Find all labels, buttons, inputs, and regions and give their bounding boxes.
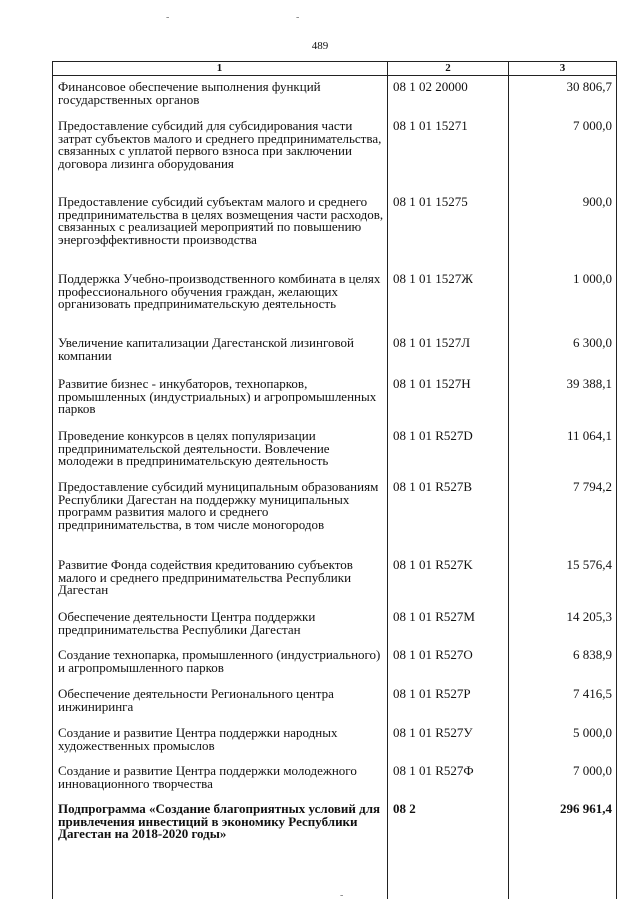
row-name: Проведение конкурсов в целях популяризации предпринимательской деятельности. Вовлечение молодежи в предпринимательскую деятельность <box>58 428 330 469</box>
row-name: Предоставление субсидий для субсидирования части затрат субъектов малого и среднего предпринимательства, связанных с уплатой первого взноса при заключении договора лизинга оборудования <box>58 118 382 171</box>
row-code: 08 1 01 R527O <box>393 647 473 662</box>
row-amount: 7 416,5 <box>573 686 612 701</box>
row-code: 08 1 01 15275 <box>393 194 468 209</box>
row-code: 08 1 01 R527P <box>393 686 471 701</box>
row-name: Создание технопарка, промышленного (индустриального) и агропромышленного парков <box>58 647 381 675</box>
row-code: 08 1 01 R527D <box>393 428 473 443</box>
header-col-1: 1 <box>216 62 223 74</box>
row-code: 08 2 <box>393 801 416 816</box>
row-amount: 7 000,0 <box>573 118 612 133</box>
row-amount: 1 000,0 <box>573 271 612 286</box>
row-code: 08 1 01 R527У <box>393 725 473 740</box>
header-col-2: 2 <box>445 62 451 74</box>
row-code: 08 1 02 20000 <box>393 79 468 94</box>
row-name: Создание и развитие Центра поддержки молодежного инновационного творчества <box>58 763 357 791</box>
row-name: Подпрограмма «Создание благоприятных условий для привлечения инвестиций в экономику Республики Дагестан на 2018-2020 годы» <box>58 801 381 842</box>
row-name: Создание и развитие Центра поддержки народных художественных промыслов <box>58 725 338 753</box>
row-name: Обеспечение деятельности Регионального центра инжиниринга <box>58 686 334 714</box>
row-code: 08 1 01 1527Н <box>393 376 471 391</box>
table-left-border <box>52 61 53 899</box>
row-amount: 6 300,0 <box>573 335 612 350</box>
row-code: 08 1 01 R527M <box>393 609 475 624</box>
row-amount: 39 388,1 <box>566 376 612 391</box>
row-amount: 30 806,7 <box>566 79 612 94</box>
row-name: Увеличение капитализации Дагестанской лизинговой компании <box>58 335 354 363</box>
row-amount: 296 961,4 <box>560 801 612 816</box>
row-amount: 14 205,3 <box>566 609 612 624</box>
row-name: Развитие Фонда содействия кредитованию субъектов малого и среднего предпринимательства Республики Дагестан <box>58 557 353 598</box>
scan-mark: - <box>340 890 344 901</box>
row-amount: 11 064,1 <box>566 428 612 443</box>
row-code: 08 1 01 R527B <box>393 479 473 494</box>
column-divider <box>508 61 509 899</box>
row-name: Обеспечение деятельности Центра поддержки предпринимательства Республики Дагестан <box>58 609 316 637</box>
row-name: Предоставление субсидий субъектам малого и среднего предпринимательства в целях возмещения части расходов, связанных с реализацией мероприятий по повышению энергоэффективности производства <box>58 194 384 247</box>
row-code: 08 1 01 15271 <box>393 118 468 133</box>
page-number: 489 <box>311 40 329 52</box>
row-amount: 900,0 <box>582 194 612 209</box>
row-amount: 15 576,4 <box>566 557 612 572</box>
row-name: Предоставление субсидий муниципальным образованиям Республики Дагестан на поддержку муниципальных программ развития малого и среднего предпринимательства, в том числе моногородов <box>58 479 379 532</box>
scan-mark: - <box>296 12 300 23</box>
table-right-border <box>616 61 617 899</box>
row-name: Поддержка Учебно-производственного комбината в целях профессионального обучения граждан, желающих организовать предпринимательскую деятельность <box>58 271 381 312</box>
row-code: 08 1 01 1527Ж <box>393 271 473 286</box>
header-col-3: 3 <box>559 62 566 74</box>
scan-mark: - <box>166 12 170 23</box>
row-amount: 5 000,0 <box>573 725 612 740</box>
row-name: Развитие бизнес - инкубаторов, технопарков, промышленных (индустриальных) и агропромышленных парков <box>58 376 377 417</box>
budget-table <box>52 61 617 899</box>
row-amount: 7 794,2 <box>573 479 612 494</box>
row-code: 08 1 01 R527K <box>393 557 473 572</box>
row-amount: 6 838,9 <box>573 647 612 662</box>
column-divider <box>387 61 388 899</box>
row-amount: 7 000,0 <box>573 763 612 778</box>
row-name: Финансовое обеспечение выполнения функций государственных органов <box>58 79 321 107</box>
row-code: 08 1 01 R527Ф <box>393 763 474 778</box>
row-code: 08 1 01 1527Л <box>393 335 471 350</box>
